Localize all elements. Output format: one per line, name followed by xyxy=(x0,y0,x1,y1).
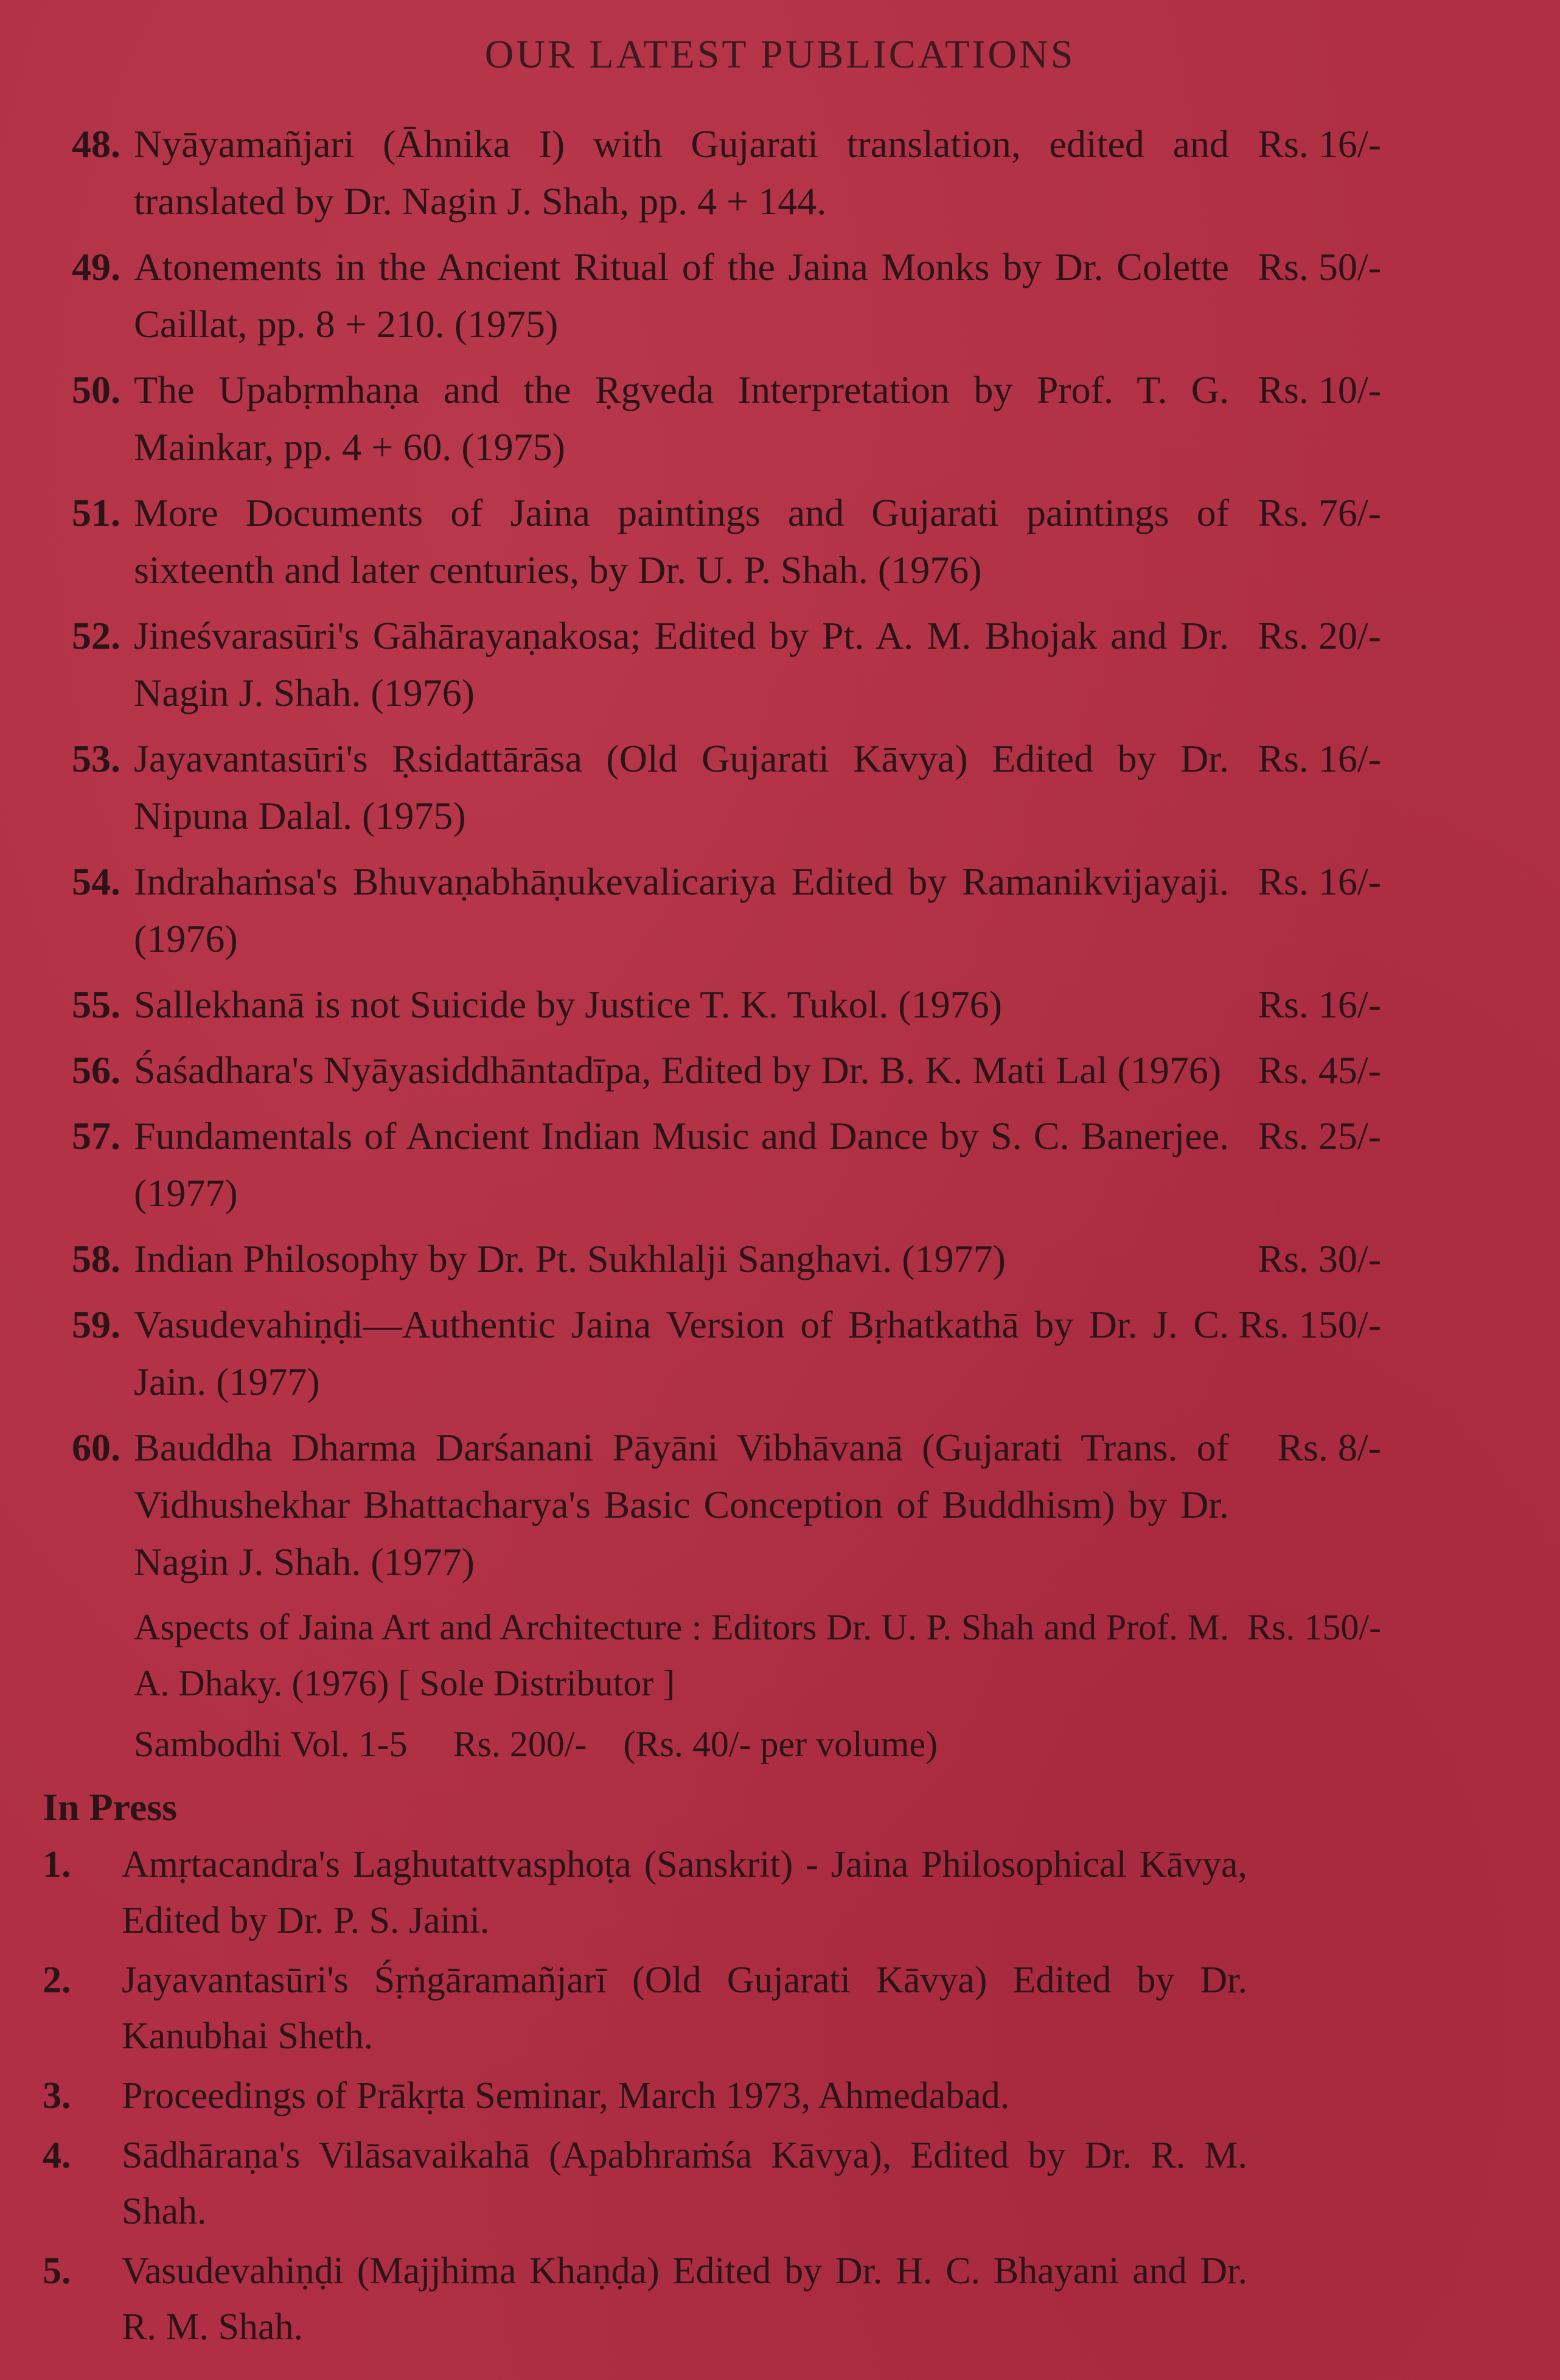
aspects-title: Aspects of Jaina Art and Architecture : Editors Dr. U. P. Shah and Prof. M. A. Dhaky. (1976) [ Sole Distributor ] xyxy=(134,1607,1229,1703)
entry-price: Rs. 16/- xyxy=(1258,122,1381,166)
publication-entry xyxy=(43,361,1442,476)
entry-number: 52. xyxy=(72,614,120,657)
entry-price: Rs. 16/- xyxy=(1258,983,1381,1026)
entry-title: More Documents of Jaina paintings and Gujarati paintings of sixteenth and later centuries, by Dr. U. P. Shah. (1976) xyxy=(134,491,1229,592)
entry-title: Indrahaṁsa's Bhuvaṇabhāṇukevalicariya Edited by Ramanikvijayaji. (1976) xyxy=(134,860,1229,960)
entry-number: 55. xyxy=(72,983,120,1026)
in-press-number: 3. xyxy=(43,2075,71,2117)
sambodhi-entry xyxy=(43,1716,1442,1772)
entry-price: Rs. 10/- xyxy=(1258,368,1381,411)
entry-title: Bauddha Dharma Darśanani Pāyāni Vibhāvanā (Gujarati Trans. of Vidhushekhar Bhattacharya's Basic Conception of Buddhism) by Dr. Nagin J. Shah. (1977) xyxy=(134,1426,1229,1583)
entry-price: Rs. 20/- xyxy=(1258,614,1381,657)
in-press-item xyxy=(43,1952,1442,2064)
in-press-item xyxy=(43,1837,1442,1949)
entry-price: Rs. 76/- xyxy=(1258,491,1381,534)
in-press-item xyxy=(43,2068,1442,2124)
publication-entry xyxy=(43,1230,1442,1288)
entry-number: 60. xyxy=(72,1426,120,1469)
entry-number: 51. xyxy=(72,491,120,534)
in-press-title: Proceedings of Prākṛta Seminar, March 1973, Ahmedabad. xyxy=(122,2075,1010,2117)
entry-title: Jineśvarasūri's Gāhārayaṇakosa; Edited by Pt. A. M. Bhojak and Dr. Nagin J. Shah. (1976) xyxy=(134,614,1229,714)
entry-price: Rs. 150/- xyxy=(1238,1303,1381,1346)
entry-title: Fundamentals of Ancient Indian Music and Dance by S. C. Banerjee. (1977) xyxy=(134,1114,1229,1215)
entry-title: Nyāyamañjari (Āhnika I) with Gujarati translation, edited and translated by Dr. Nagin J. Shah, pp. 4 + 144. xyxy=(134,122,1229,223)
entry-price: Rs. 25/- xyxy=(1258,1114,1381,1157)
publication-entry xyxy=(43,484,1442,599)
entry-title: Vasudevahiṇḍi—Authentic Jaina Version of Bṛhatkathā by Dr. J. C. Jain. (1977) xyxy=(134,1303,1229,1403)
in-press-title: Jayavantasūri's Śṛṅgāramañjarī (Old Gujarati Kāvya) Edited by Dr. Kanubhai Sheth. xyxy=(122,1959,1247,2057)
in-press-title: Amṛtacandra's Laghutattvasphoṭa (Sanskrit) - Jaina Philosophical Kāvya, Edited by Dr. P. S. Jaini. xyxy=(122,1844,1247,1941)
entry-number: 56. xyxy=(72,1049,120,1092)
entry-price: Rs. 16/- xyxy=(1258,860,1381,903)
entry-number: 57. xyxy=(72,1114,120,1157)
in-press-item xyxy=(43,2127,1442,2239)
in-press-item xyxy=(43,2243,1442,2355)
publication-list xyxy=(43,116,1442,2359)
sambodhi-text: Sambodhi Vol. 1-5 Rs. 200/- (Rs. 40/- per volume) xyxy=(134,1724,938,1764)
in-press-number: 5. xyxy=(43,2250,71,2292)
entry-title: Indian Philosophy by Dr. Pt. Sukhlalji Sanghavi. (1977) xyxy=(134,1237,1006,1280)
publication-entry xyxy=(43,730,1442,845)
entry-title: The Upabṛmhaṇa and the Ṛgveda Interpretation by Prof. T. G. Mainkar, pp. 4 + 60. (1975) xyxy=(134,368,1229,469)
entry-title: Atonements in the Ancient Ritual of the Jaina Monks by Dr. Colette Caillat, pp. 8 + 210. (1975) xyxy=(134,245,1229,346)
publication-entry xyxy=(43,607,1442,722)
entry-price: Rs. 30/- xyxy=(1258,1237,1381,1280)
entry-title: Jayavantasūri's Ṛsidattārāsa (Old Gujarati Kāvya) Edited by Dr. Nipuna Dalal. (1975) xyxy=(134,737,1229,837)
entry-price: Rs. 45/- xyxy=(1258,1049,1381,1092)
publication-entry xyxy=(43,1419,1442,1591)
entry-title: Sallekhanā is not Suicide by Justice T. K. Tukol. (1976) xyxy=(134,983,1002,1026)
entry-number: 59. xyxy=(72,1303,120,1346)
publication-entry xyxy=(43,1296,1442,1411)
publication-entry xyxy=(43,976,1442,1033)
publication-entry xyxy=(43,1108,1442,1222)
entry-number: 49. xyxy=(72,245,120,288)
publication-entry xyxy=(43,116,1442,230)
entry-price: Rs. 50/- xyxy=(1258,245,1381,288)
in-press-heading: In Press xyxy=(43,1785,178,1829)
publication-entry xyxy=(43,853,1442,968)
entry-number: 53. xyxy=(72,737,120,780)
entry-price: Rs. 8/- xyxy=(1277,1426,1381,1469)
in-press-number: 4. xyxy=(43,2135,71,2176)
entry-number: 50. xyxy=(72,368,120,411)
page-heading: OUR LATEST PUBLICATIONS xyxy=(484,32,1076,77)
publication-entry xyxy=(43,239,1442,353)
in-press-title: Sādhāraṇa's Vilāsavaikahā (Apabhraṁśa Kāvya), Edited by Dr. R. M. Shah. xyxy=(122,2135,1247,2232)
publication-entry xyxy=(43,1042,1442,1099)
aspects-entry xyxy=(43,1599,1442,1711)
entry-number: 58. xyxy=(72,1237,120,1280)
entry-number: 48. xyxy=(72,122,120,166)
in-press-number: 2. xyxy=(43,1959,71,2001)
entry-title: Śaśadhara's Nyāyasiddhāntadīpa, Edited by Dr. B. K. Mati Lal (1976) xyxy=(134,1049,1222,1092)
entry-price: Rs. 16/- xyxy=(1258,737,1381,780)
entry-number: 54. xyxy=(72,860,120,903)
in-press-title: Vasudevahiṇḍi (Majjhima Khaṇḍa) Edited by Dr. H. C. Bhayani and Dr. R. M. Shah. xyxy=(122,2250,1247,2348)
aspects-price: Rs. 150/- xyxy=(1247,1607,1381,1647)
in-press-number: 1. xyxy=(43,1844,71,1885)
